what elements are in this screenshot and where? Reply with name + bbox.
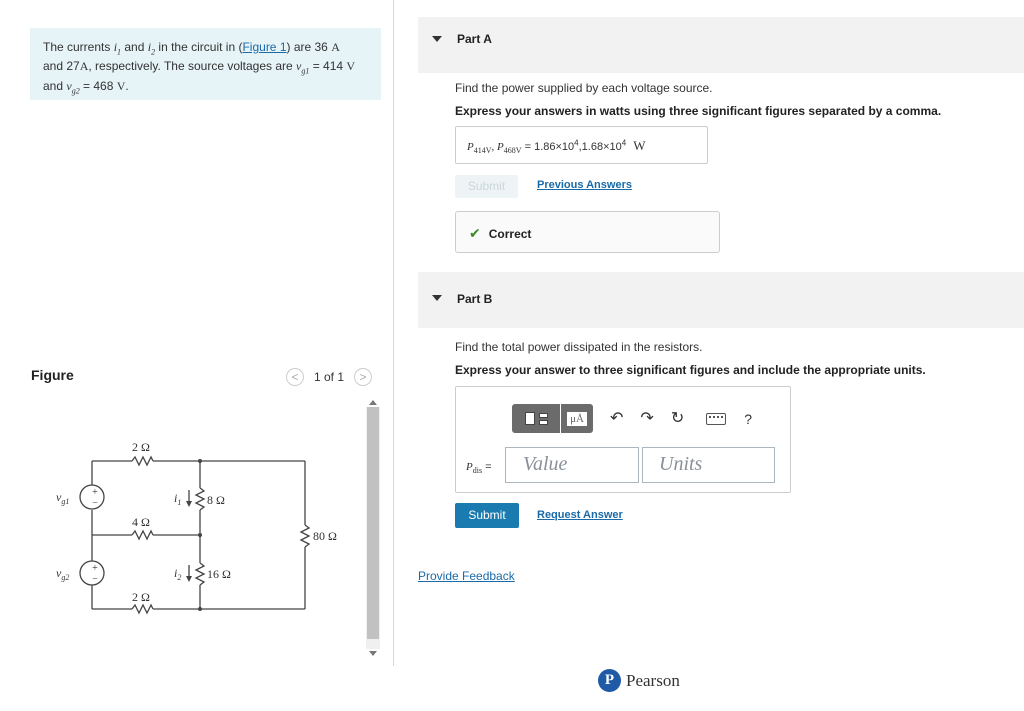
pearson-brand: Pearson — [626, 670, 680, 690]
part-b-question: Find the total power dissipated in the resistors. — [455, 340, 703, 354]
resistor-top-label: 2 Ω — [132, 440, 150, 454]
pearson-logo — [598, 669, 680, 692]
figure-scrollbar[interactable] — [366, 397, 380, 661]
voltage-vg2: $v_{g2}$ — [66, 78, 80, 96]
units-button[interactable]: μÅ — [561, 404, 593, 433]
editor-toolbar — [512, 404, 752, 433]
part-b-instruction: Express your answer to three significant figures and include the appropriate units. — [455, 363, 926, 377]
scroll-down-icon[interactable] — [369, 651, 377, 656]
provide-feedback-link[interactable]: Provide Feedback — [418, 569, 515, 583]
part-a-header[interactable] — [418, 17, 1024, 73]
undo-icon[interactable]: ↶ — [610, 410, 624, 427]
part-b-header[interactable] — [418, 272, 1024, 328]
box-icon — [525, 412, 535, 425]
column-divider — [393, 0, 394, 666]
prev-figure-button[interactable]: < — [286, 368, 304, 386]
problem-text: The currents — [43, 40, 114, 54]
vg1-label: $v_{g1}$ — [56, 490, 70, 506]
part-a-instruction: Express your answers in watts using three significant figures separated by a comma. — [455, 104, 942, 118]
voltage-vg1: $v_{g1}$ — [296, 59, 310, 76]
problem-statement: The currents $i_1$ and $i_2$ in the circuit in (Figure 1) are 36 A and 27A, respectively. The source voltages are $v_{g1} = 414$ V and $v_{g2} = 468$ V. — [30, 28, 381, 100]
redo-icon[interactable]: ↷ — [640, 410, 654, 427]
i2-label: $i_2$ — [174, 566, 182, 582]
units-input[interactable]: Units — [642, 447, 775, 483]
part-b-submit-button[interactable]: Submit — [455, 503, 519, 528]
templates-button[interactable] — [512, 404, 560, 433]
figure-heading: Figure — [31, 367, 74, 383]
vg2-plus: + — [92, 563, 98, 574]
pearson-p-icon: P — [598, 669, 621, 692]
circuit-diagram — [52, 435, 352, 620]
scroll-thumb[interactable] — [367, 407, 379, 639]
previous-answers-link[interactable]: Previous Answers — [537, 179, 632, 191]
vg2-label: $v_{g2}$ — [56, 566, 70, 582]
help-icon[interactable]: ? — [744, 410, 753, 427]
collapse-caret-icon[interactable] — [432, 36, 442, 42]
correct-feedback — [455, 211, 720, 253]
vg1-minus: − — [92, 498, 98, 509]
i1-label: $i_1$ — [174, 491, 182, 507]
reset-icon[interactable]: ↻ — [670, 410, 685, 427]
next-figure-button[interactable]: > — [354, 368, 372, 386]
current-i2: $i_2$ — [147, 40, 156, 57]
part-a-title: Part A — [457, 32, 492, 46]
part-b-title: Part B — [457, 292, 493, 306]
part-a-submit-button: Submit — [455, 175, 518, 198]
resistor-16-label: 16 Ω — [207, 567, 231, 581]
part-a-question: Find the power supplied by each voltage source. — [455, 81, 713, 95]
check-icon: ✔ — [469, 225, 481, 241]
keyboard-icon[interactable] — [706, 413, 726, 425]
vg2-minus: − — [92, 574, 98, 585]
vg1-plus: + — [92, 487, 98, 498]
collapse-caret-icon[interactable] — [432, 295, 442, 301]
value-input[interactable]: Value — [505, 447, 639, 483]
fraction-icon — [539, 413, 548, 425]
figure-link[interactable]: Figure 1 — [242, 40, 287, 54]
part-a-answer: $P_{414V}$, $P_{468V} = 1.86\times 10^4,1.68\times 10^4$ W — [455, 126, 708, 164]
answer-editor — [455, 386, 791, 493]
current-i1: $i_1$ — [113, 40, 122, 57]
scroll-up-icon[interactable] — [369, 400, 377, 405]
pdis-label: $P_{dis}$ = — [466, 461, 492, 476]
resistor-mid-label: 4 Ω — [132, 515, 150, 529]
pager-text: 1 of 1 — [314, 370, 345, 384]
resistor-8-label: 8 Ω — [207, 493, 225, 507]
resistor-bottom-label: 2 Ω — [132, 590, 150, 604]
request-answer-link[interactable]: Request Answer — [537, 509, 623, 521]
resistor-80-label: 80 Ω — [313, 529, 337, 543]
feedback-text: Correct — [488, 227, 532, 241]
figure-pager — [286, 368, 372, 386]
